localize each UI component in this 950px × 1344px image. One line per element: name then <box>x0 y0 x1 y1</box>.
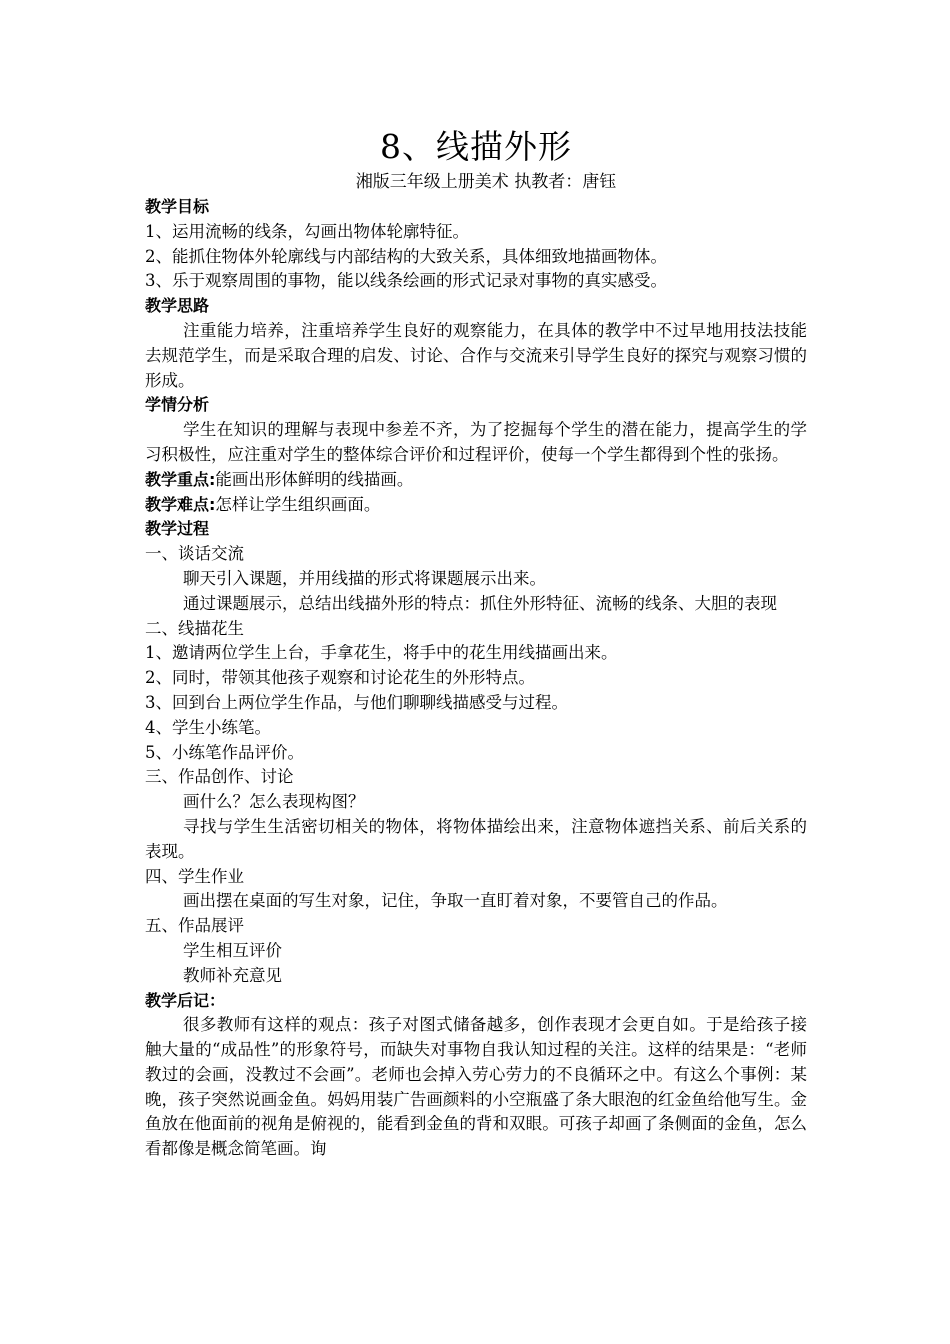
section-title: 五、作品展评 <box>145 916 244 936</box>
section-text: 画出摆在桌面的写生对象，记住，争取一直盯着对象，不要管自己的作品。 <box>183 891 728 911</box>
difficulty-label: 教学难点: <box>145 494 216 514</box>
step-item: 3、回到台上两位学生作品，与他们聊聊线描感受与过程。 <box>145 692 568 712</box>
section-paragraph: 通过课题展示，总结出线描外形的特点：抓住外形特征、流畅的线条、大胆的表现 <box>182 593 777 613</box>
section-text: 教师补充意见 <box>183 965 282 985</box>
section-title: 三、作品创作、讨论 <box>145 767 294 787</box>
process-heading: 教学过程 <box>145 519 210 539</box>
goal-item: 2、能抓住物体外轮廓线与内部结构的大致关系，具体细致地描画物体。 <box>145 246 667 266</box>
key-point-label: 教学重点: <box>145 469 216 489</box>
section-title: 二、线描花生 <box>145 618 244 638</box>
page-title: 8、线描外形 <box>380 127 572 166</box>
section-text: 画什么？怎么表现构图？ <box>183 792 365 812</box>
difficulty-line <box>145 493 807 518</box>
analysis-paragraph: 学生在知识的理解与表现中参差不齐，为了挖掘每个学生的潜在能力，提高学生的学习积极性，应注重对学生的整体综合评价和过程评价，使每一个学生都得到个性的张扬。 <box>145 420 807 464</box>
approach-paragraph: 注重能力培养，注重培养学生良好的观察能力，在具体的教学中不过早地用技法技能去规范学生，而是采取合理的启发、讨论、合作与交流来引导学生良好的探究与观察习惯的形成。 <box>145 320 807 390</box>
goal-item: 3、乐于观察周围的事物，能以线条绘画的形式记录对事物的真实感受。 <box>145 271 667 291</box>
goals-heading: 教学目标 <box>145 197 210 216</box>
section-paragraph: 寻找与学生生活密切相关的物体，将物体描绘出来，注意物体遮挡关系、前后关系的表现。 <box>145 816 807 861</box>
section-text: 学生相互评价 <box>183 940 282 960</box>
document-body <box>145 124 807 1162</box>
difficulty-text: 怎样让学生组织画面。 <box>215 494 381 514</box>
approach-heading: 教学思路 <box>145 296 210 316</box>
step-item: 1、邀请两位学生上台，手拿花生，将手中的花生用线描画出来。 <box>145 643 618 663</box>
step-item: 5、小练笔作品评价。 <box>145 742 304 762</box>
reflection-paragraph: 很多教师有这样的观点：孩子对图式储备越多，创作表现才会更自如。于是给孩子接触大量的“成品性”的形象符号，而缺失对事物自我认知过程的关注。这样的结果是：“老师教过的会画，没教过不会画”。老师也会掉入劳心劳力的不良循环之中。有这么个事例：某晚，孩子突然说画金鱼。妈妈用装广告画颜料的小空瓶盛了条大眼泡的红金鱼给他写生。金鱼放在他面前的视角是俯视的，能看到金鱼的背和双眼。可孩子却画了条侧面的金鱼，怎么看都像是概念简笔画。询 <box>145 1015 807 1159</box>
key-point-text: 能画出形体鲜明的线描画。 <box>215 469 414 489</box>
step-item: 2、同时，带领其他孩子观察和讨论花生的外形特点。 <box>145 668 535 688</box>
analysis-heading: 学情分析 <box>145 395 210 415</box>
subtitle: 湘版三年级上册美术 执教者：唐钰 <box>355 172 617 192</box>
reflection-heading: 教学后记： <box>145 990 226 1010</box>
section-title: 四、学生作业 <box>145 866 244 886</box>
section-text: 聊天引入课题，并用线描的形式将课题展示出来。 <box>183 568 546 588</box>
step-item: 4、学生小练笔。 <box>145 717 271 737</box>
key-point-line <box>145 468 807 493</box>
goal-item: 1、运用流畅的线条，勾画出物体轮廓特征。 <box>145 221 469 241</box>
section-title: 一、谈话交流 <box>145 544 244 564</box>
